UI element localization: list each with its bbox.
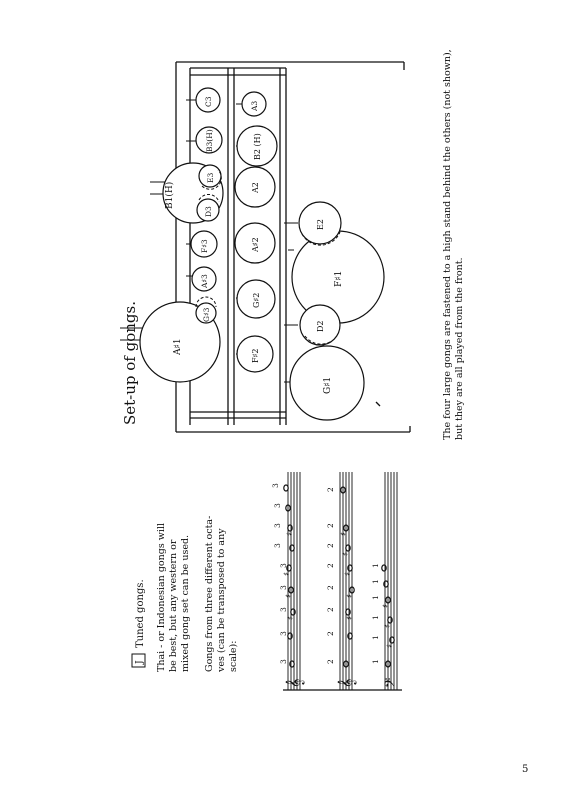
label-a2: A2 [251, 182, 260, 193]
music-staves [283, 472, 402, 690]
octave-number: 1 [371, 595, 380, 600]
sharp-icon: ♯ [343, 572, 352, 576]
octave-number: 3 [279, 631, 288, 636]
sharp-icon: ♯ [381, 604, 390, 608]
sharp-icon: ♯ [339, 532, 348, 536]
para2-line: scale): [228, 640, 239, 672]
octave-number: 1 [371, 579, 380, 584]
label-a3: A3 [250, 100, 259, 111]
label-g-sharp-3: G♯3 [202, 307, 211, 322]
para1-line: mixed gong set can be used. [180, 534, 191, 672]
octave-number: 3 [279, 563, 288, 568]
octave-number: 3 [273, 523, 282, 528]
sharp-icon: ♯ [286, 616, 295, 620]
para2-line: ves (can be transposed to any [216, 528, 227, 672]
label-c3: C3 [204, 96, 213, 107]
page-heading: Set-up of gongs. [121, 301, 139, 425]
caption-line-2: but they are all played from the front. [454, 257, 465, 440]
para2-line: Gongs from three different octa- [204, 515, 215, 672]
octave-number: 1 [371, 659, 380, 664]
section-paragraph-1 [156, 523, 191, 672]
octave-number: 3 [273, 503, 282, 508]
label-b1-h: B1(H) [165, 181, 175, 209]
label-e2: E2 [316, 219, 325, 230]
octave-number: 3 [279, 659, 288, 664]
label-d3: D3 [204, 206, 213, 217]
bass-clef-icon: 𝄢 [382, 677, 401, 688]
octave-number: 2 [326, 607, 335, 612]
octave-number: 3 [273, 543, 282, 548]
octave-number: 1 [371, 563, 380, 568]
octave-number: 1 [371, 615, 380, 620]
sharp-signs [282, 532, 394, 648]
label-b2-h: B2 (H) [253, 133, 262, 160]
label-d2: D2 [316, 320, 325, 332]
clefs [285, 678, 401, 688]
section-letter: J [135, 660, 145, 664]
label-g-sharp-1: G♯1 [323, 376, 333, 394]
sharp-icon: ♯ [285, 532, 294, 536]
octave-number: 2 [326, 543, 335, 548]
octave-number: 3 [279, 585, 288, 590]
octave-number: 2 [326, 523, 335, 528]
label-g-sharp-2: G♯2 [252, 292, 261, 308]
octave-number: 2 [326, 585, 335, 590]
treble-clef-icon: 𝄞 [285, 678, 304, 688]
sharp-icon: ♯ [345, 594, 354, 598]
octave-number: 1 [371, 635, 380, 640]
label-f-sharp-2: F♯2 [251, 348, 260, 363]
sharp-icon: ♯ [383, 624, 392, 628]
page-number: 5 [522, 764, 529, 775]
sharp-icon: ♯ [284, 594, 293, 598]
octave-number: 3 [271, 483, 280, 488]
section-paragraph-2 [204, 516, 239, 673]
octave-number: 2 [326, 487, 335, 492]
sharp-icon: ♯ [282, 572, 291, 576]
sharp-icon: ♯ [345, 616, 354, 620]
octave-number: 3 [279, 607, 288, 612]
label-b3-h: B3(H) [205, 129, 214, 152]
octave-number: 2 [326, 563, 335, 568]
octave-number: 2 [326, 631, 335, 636]
caption-line-1: The four large gongs are fastened to a high stand behind the others (not shown), [442, 49, 453, 440]
treble-clef-icon: 𝄞 [337, 678, 356, 688]
label-a-sharp-2: A♯2 [251, 237, 260, 252]
section-title: Tuned gongs. [135, 579, 146, 648]
sharp-icon: ♯ [341, 552, 350, 556]
octave-numbers-bottom [371, 563, 380, 664]
octave-numbers-middle [326, 487, 335, 664]
octave-number: 2 [326, 659, 335, 664]
para1-line: be best, but any western or [168, 539, 179, 672]
label-f-sharp-1: F♯1 [334, 270, 344, 287]
label-a-sharp-3: A♯3 [200, 274, 209, 288]
sharp-icon: ♯ [385, 644, 394, 648]
label-f-sharp-3: F♯3 [200, 239, 209, 253]
label-e3: E3 [206, 172, 215, 183]
para1-line: Thai - or Indonesian gongs will [156, 523, 167, 672]
label-a-sharp-1: A♯1 [173, 338, 183, 355]
